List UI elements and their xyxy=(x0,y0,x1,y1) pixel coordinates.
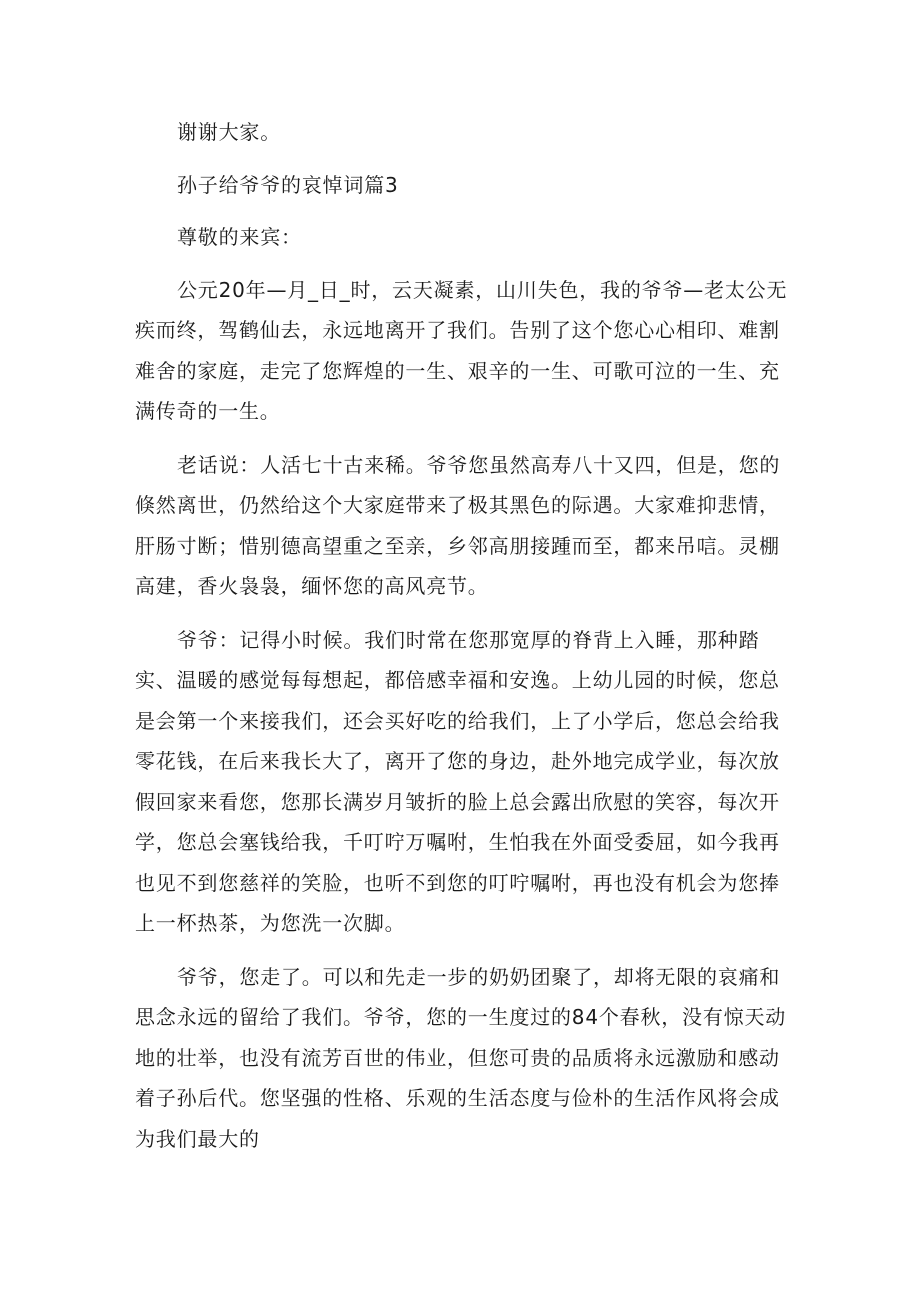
paragraph-1: 公元20年—月_日_时，云天凝素，山川失色，我的爷爷—老太公无疾而终，驾鹤仙去，永远地离开了我们。告别了这个您心心相印、难割难舍的家庭，走完了您辉煌的一生、艰辛的一生、可歌可泣的一生、充满传奇的一生。 xyxy=(135,277,788,423)
closing-line: 谢谢大家。 xyxy=(177,120,281,144)
paragraph-2: 老话说：人活七十古来稀。爷爷您虽然高寿八十又四，但是，您的倏然离世，仍然给这个大家庭带来了极其黑色的际遇。大家难抑悲情，肝肠寸断；惜别德高望重之至亲，乡邻高朋接踵而至，都来吊唁。灵棚高建，香火袅袅，缅怀您的高风亮节。 xyxy=(135,452,781,598)
section-heading: 孙子给爷爷的哀悼词篇3 xyxy=(177,172,399,197)
paragraph-3: 爷爷：记得小时候。我们时常在您那宽厚的脊背上入睡，那种踏实、温暖的感觉每每想起，都倍感幸福和安逸。上幼儿园的时候，您总是会第一个来接我们，还会买好吃的给我们，上了小学后，您总会给我零花钱，在后来我长大了，离开了您的身边，赴外地完成学业，每次放假回家来看您，您那长满岁月皱折的脸上总会露出欣慰的笑容，每次开学，您总会塞钱给我，千叮咛万嘱咐，生怕我在外面受委屈，如今我再也见不到您慈祥的笑脸，也听不到您的叮咛嘱咐，再也没有机会为您捧上一杯热茶，为您洗一次脚。 xyxy=(135,627,780,935)
salutation-line: 尊敬的来宾： xyxy=(177,225,302,249)
paragraph-4: 爷爷，您走了。可以和先走一步的奶奶团聚了，却将无限的哀痛和思念永远的留给了我们。爷爷，您的一生度过的84个春秋，没有惊天动地的壮举，也没有流芳百世的伟业，但您可贵的品质将永远激励和感动着子孙后代。您坚强的性格、乐观的生活态度与俭朴的生活作风将会成为我们最大的 xyxy=(135,964,787,1151)
document-body xyxy=(135,112,790,1172)
